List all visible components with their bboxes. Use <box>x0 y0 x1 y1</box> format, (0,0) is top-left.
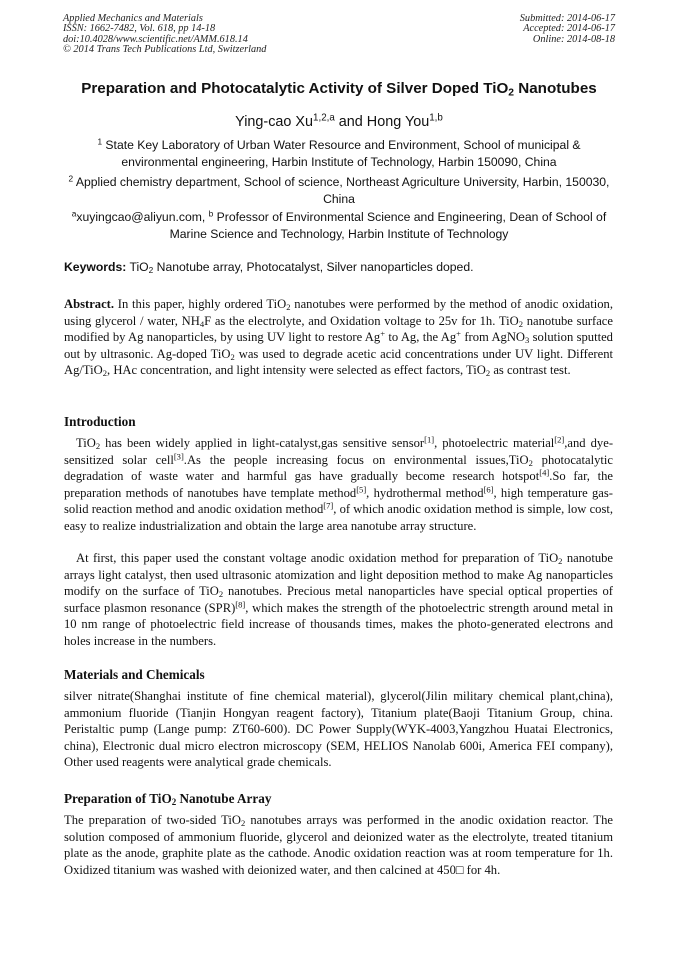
author-email: xuyingcao@aliyun.com, <box>76 210 209 224</box>
copyright-line: © 2014 Trans Tech Publications Ltd, Switzerland <box>63 44 267 56</box>
journal-name: Applied Mechanics and Materials <box>63 13 203 24</box>
dates-header <box>520 14 615 45</box>
missing-glyph: □ <box>455 862 464 877</box>
materials-heading: Materials and Chemicals <box>64 667 205 682</box>
affiliation-3: $^a$xuyingcao@aliyun.com, $^b$ Professor of Environmental Science and Engineering, Dean of School of Marine Science and Technology, Harbin Institute of Technology <box>71 208 607 242</box>
abstract-paragraph: Abstract. In this paper, highly ordered TiO$_2$ nanotubes were performed by the method of anodic oxidation, using glycerol / water, $NH_4F$ as the electrolyte, and Oxidation voltage to 25v for 1h. TiO$_2$ nanotube surface modified by Ag nanoparticles, by using UV light to restore Ag+ to Ag, the Ag+ from AgNO$_3$ solution sputted out by ultrasonic. Ag-doped TiO$_2$ was used to degrade acetic acid concentrations under UV light. Different Ag/TiO$_2$, HAc concentration, and light intensity were selected as effect factors, TiO$_2$ as contrast test. <box>64 297 613 379</box>
citation: [1] <box>424 434 435 445</box>
paper-title: Preparation and Photocatalytic Activity of Silver Doped TiO$_2$ Nanotubes <box>81 80 597 99</box>
doi-line: doi:10.4028/www.scientific.net/AMM.618.14 <box>63 33 248 45</box>
submitted-date: Submitted: 2014-06-17 <box>519 13 615 24</box>
keywords: Keywords: TiO$_2$ Nanotube array, Photocatalyst, Silver nanoparticles doped. <box>64 260 474 276</box>
introduction-paragraph-2: At first, this paper used the constant voltage anodic oxidation method for preparation of TiO$_2$ nanotube arrays light catalyst, then used ultrasonic atomization and light deposition method to make Ag nanoparticles modify on the surface of TiO$_2$ nanotubes. Precious metal nanoparticles have special optical properties of surface plasmon resonance (SPR)[8], which makes the strength of the photoelectric strength around metal in 10 nm range of photoelectric field increase of thousands times, makes the photo-generated electrons and holes increase in the numbers. <box>64 551 614 648</box>
preparation-paragraph: The preparation of two-sided TiO$_2$ nanotubes arrays was performed in the anodic oxidation reactor. The solution composed of ammonium fluoride, glycerol and deionized water as the electrolyte, treated titanium plate as the anode, graphite plate as the cathode. Anodic oxidation reaction was at room temperature for 1h. Oxidized titanium was washed with deionized water, and then calcined at 450□ for 4h. <box>64 813 613 877</box>
online-date: Online: 2014-08-18 <box>532 33 615 45</box>
citation: [6] <box>483 484 494 495</box>
journal-header <box>63 14 266 56</box>
citation: [7] <box>323 500 334 511</box>
materials-paragraph: silver nitrate(Shanghai institute of fine chemical material), glycerol(Jilin military chemical plant,china), ammonium fluoride (Tianjin Hongyan reagent factory), Titanium plate(Baoji Titanium Group, china. Peristaltic pump (Lange pump: ZT60-600). DC Power Supply(WYK-4003,Yangzhou Huatai Electronics, china), Electronic dual micro electron microscopy (SEM, HELIOS Nanolab 600i, America FEI company), Other used reagents were analytical grade chemicals. <box>64 689 613 770</box>
citation: [2] <box>554 434 565 445</box>
author-line: Ying-cao Xu$^{1,2,a}$ and Hong You$^{1,b}$ <box>235 112 443 130</box>
citation: [8] <box>235 599 246 610</box>
citation: [5] <box>356 484 367 495</box>
abstract-label: Abstract. <box>64 297 115 311</box>
accepted-date: Accepted: 2014-06-17 <box>523 23 615 35</box>
keywords-label: Keywords: <box>64 260 127 274</box>
preparation-heading: Preparation of TiO$_2$ Nanotube Array <box>64 791 272 808</box>
author-1: Ying-cao Xu <box>235 114 314 130</box>
introduction-paragraph-1: TiO$_2$ has been widely applied in light-catalyst,gas sensitive sensor[1], photoelectric material[2],and dye-sensitized solar cell[3].As the people increasing focus on environmental issues,TiO$_2$ photocatalytic degradation of waste water and harmful gas have gradually become research hotspot[4].So far, the preparation methods of nanotubes have template method[5], hydrothermal method[6], high temperature gas-solid reaction method and anodic oxidation method[7], of which anodic oxidation method is simple, low cost, easy to realize industrialization and obtain the large area nanotube array structure. <box>64 434 614 533</box>
citation: [3] <box>173 450 184 461</box>
affiliation-1: $^1$ State Key Laboratory of Urban Water Resource and Environment, School of municipal & environmental engineering, Harbin Institute of Technology, Harbin 150090, China <box>97 136 581 170</box>
citation: [4] <box>539 467 550 478</box>
introduction-heading: Introduction <box>64 414 136 429</box>
issn-line: ISSN: 1662-7482, Vol. 618, pp 14-18 <box>63 23 216 35</box>
affiliation-2: $^2$ Applied chemistry department, School of science, Northeast Agriculture University, Harbin, 150030, China <box>68 173 610 207</box>
author-2: and Hong You <box>334 114 430 130</box>
